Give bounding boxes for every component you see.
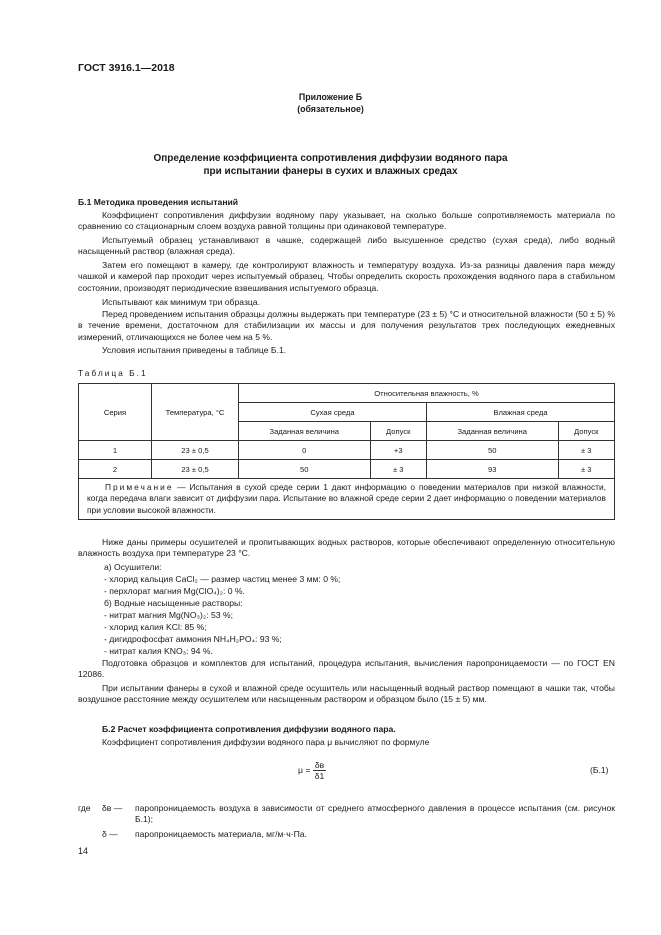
cell: ± 3 xyxy=(558,441,615,460)
header-dry: Сухая среда xyxy=(239,403,427,422)
list-item: - дигидрофосфат аммония NH₄H₂PO₄: 93 %; xyxy=(104,634,282,644)
header-wet-tol: Допуск xyxy=(558,422,615,441)
table-note xyxy=(79,479,615,520)
formula-numerator: δв xyxy=(313,760,327,771)
page-number: 14 xyxy=(78,846,89,856)
section-b2-heading: Б.2 Расчет коэффициента сопротивления диффузии водяного пара. xyxy=(102,724,396,734)
table-row xyxy=(79,441,615,460)
list-item: - хлорид калия KCl: 85 %; xyxy=(104,622,207,632)
table-row xyxy=(79,460,615,479)
cell: ± 3 xyxy=(370,460,426,479)
header-dry-tol: Допуск xyxy=(370,422,426,441)
definition-text: паропроницаемость материала, мг/м·ч·Па. xyxy=(135,829,307,839)
paragraph: Коэффициент сопротивления диффузии водяному пару указывает, на сколько больше сопротивляемость материала по сравнению со стационарным слоем воздуха равной толщины при одинаковой температуре. xyxy=(78,210,615,232)
paragraph: Перед проведением испытания образцы должны выдержать при температуре (23 ± 5) °С и относительной влажности (50 ± 5) % в течение времени, достаточном для стабилизации их массы и для получения результатов трех последующих ежедневных измерений, отличающихся не более чем на 5 %. xyxy=(78,309,615,342)
header-temperature: Температура, °С xyxy=(152,384,239,441)
list-item: - перхлорат магния Mg(ClO₄)₂: 0 %. xyxy=(104,586,245,596)
cell: 23 ± 0,5 xyxy=(152,460,239,479)
cell: 93 xyxy=(426,460,558,479)
note-label: Примечание xyxy=(105,482,174,492)
conditions-table xyxy=(78,383,615,520)
cell: 23 ± 0,5 xyxy=(152,441,239,460)
list-item: б) Водные насыщенные растворы: xyxy=(104,598,243,608)
note-text: — Испытания в сухой среде серии 1 дают информацию о поведении материалов при низкой влажности, когда передача влаги зависит от диффузии пара. Испытание во влажной среде серии 2 дает информацию о поведении материалов при условии высокой влажности. xyxy=(87,482,606,515)
cell: 1 xyxy=(79,441,152,460)
cell: 50 xyxy=(426,441,558,460)
formula-fraction xyxy=(313,760,327,781)
paragraph: Затем его помещают в камеру, где контролируют влажность и температуру воздуха. Из-за разницы давления пара между чашкой и камерой пар проходит через испытуемый образец. Чтобы определить скорость прохождения водяного пара в стабильном состоянии, производят периодические взвешивания испытуемого образца. xyxy=(78,260,615,293)
paragraph: Испытуемый образец устанавливают в чашке, содержащей либо высушенное средство (сухая среда), либо водный насыщенный раствор (влажная среда). xyxy=(78,235,615,257)
paragraph: Испытывают как минимум три образца. xyxy=(102,297,260,307)
definition-symbol: δв — xyxy=(102,803,123,813)
paragraph: Ниже даны примеры осушителей и пропитывающих водных растворов, которые обеспечивают определенную относительную влажность воздуха при температуре 23 °С. xyxy=(78,537,615,559)
table-caption: Таблица Б.1 xyxy=(78,368,148,378)
appendix-subtitle: (обязательное) xyxy=(297,104,364,114)
where-label: где xyxy=(78,803,91,813)
paragraph: При испытании фанеры в сухой и влажной среде осушитель или насыщенный водный раствор помещают в чашки так, чтобы воздушное расстояние между осушителем или насыщенным раствором и образцом было (15 ± 5) мм. xyxy=(78,683,615,705)
formula-lhs: μ = xyxy=(298,764,311,775)
formula-number: (Б.1) xyxy=(590,765,609,775)
header-series: Серия xyxy=(79,384,152,441)
cell: 50 xyxy=(239,460,371,479)
paragraph: Коэффициент сопротивления диффузии водяного пара μ вычисляют по формуле xyxy=(102,737,430,747)
list-item: - нитрат магния Mg(NO₃)₂: 53 %; xyxy=(104,610,233,620)
list-item: - нитрат калия KNO₃: 94 %. xyxy=(104,646,213,656)
standard-header: ГОСТ 3916.1—2018 xyxy=(78,62,175,74)
cell: +3 xyxy=(370,441,426,460)
formula-denominator: δ1 xyxy=(314,771,325,781)
paragraph: Подготовка образцов и комплектов для испытаний, процедура испытания, вычисления паропроницаемости — по ГОСТ EN 12086. xyxy=(78,658,615,680)
list-item: а) Осушители: xyxy=(104,562,162,572)
formula xyxy=(298,760,326,781)
appendix-title: Приложение Б xyxy=(298,92,363,102)
header-wet-set: Заданная величина xyxy=(426,422,558,441)
header-dry-set: Заданная величина xyxy=(239,422,371,441)
doc-title-line2: при испытании фанеры в сухих и влажных средах xyxy=(203,166,458,177)
definition-symbol: δ — xyxy=(102,829,118,839)
list-item: - хлорид кальция CaCl₂ — размер частиц менее 3 мм: 0 %; xyxy=(104,574,341,584)
cell: 2 xyxy=(79,460,152,479)
cell: 0 xyxy=(239,441,371,460)
doc-title-line1: Определение коэффициента сопротивления диффузии водяного пара xyxy=(153,153,508,164)
section-b1-heading: Б.1 Методика проведения испытаний xyxy=(78,197,239,207)
paragraph: Условия испытания приведены в таблице Б.1. xyxy=(102,345,287,355)
definition-text: паропроницаемость воздуха в зависимости от среднего атмосферного давления в процессе испытания (см. рисунок Б.1); xyxy=(135,803,615,825)
header-wet: Влажная среда xyxy=(426,403,614,422)
cell: ± 3 xyxy=(558,460,615,479)
header-rh: Относительная влажность, % xyxy=(239,384,615,403)
